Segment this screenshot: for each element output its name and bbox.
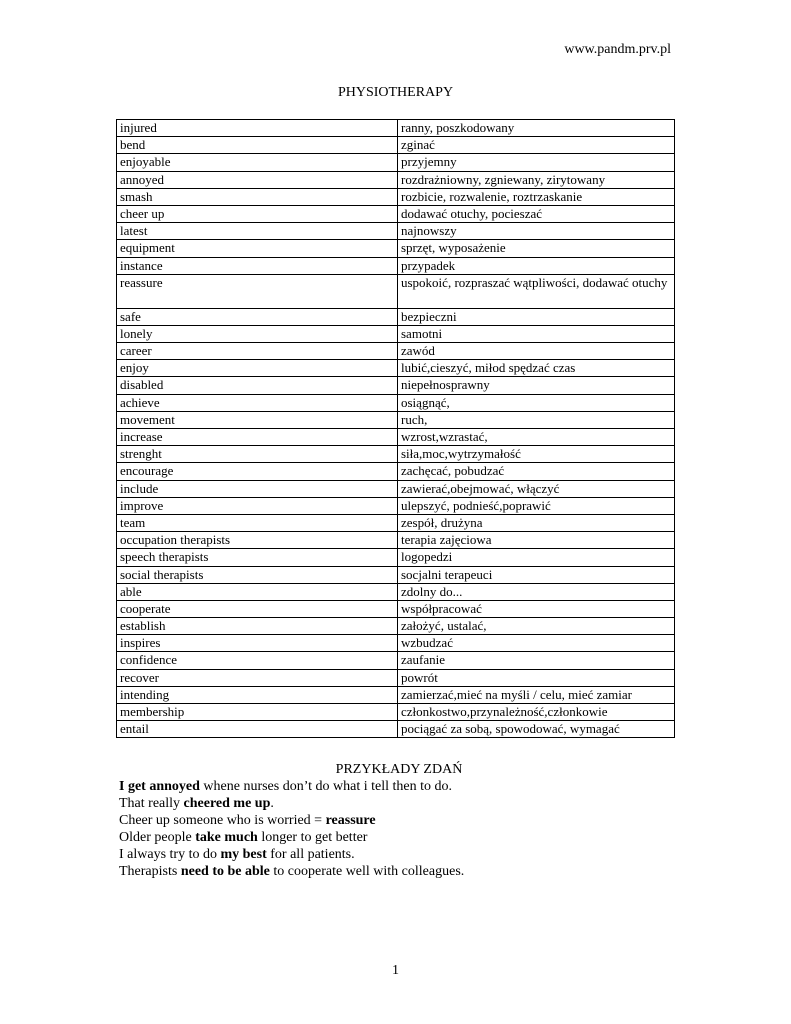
- table-row: [117, 549, 675, 566]
- example-sentence: [119, 863, 679, 880]
- english-term: occupation therapists: [117, 532, 398, 549]
- english-term: enjoyable: [117, 154, 398, 171]
- english-term: disabled: [117, 377, 398, 394]
- vocabulary-table: [116, 119, 675, 738]
- header-url: www.pandm.prv.pl: [564, 42, 671, 57]
- english-term: career: [117, 343, 398, 360]
- english-term: enjoy: [117, 360, 398, 377]
- english-term: cheer up: [117, 205, 398, 222]
- table-row: [117, 618, 675, 635]
- example-sentence: [119, 829, 679, 846]
- polish-translation: zamierzać,mieć na myśli / celu, mieć zamiar: [398, 686, 675, 703]
- example-phrase: my best: [220, 847, 267, 862]
- polish-translation: ruch,: [398, 411, 675, 428]
- examples-title: PRZYKŁADY ZDAŃ: [335, 762, 463, 777]
- english-term: smash: [117, 188, 398, 205]
- table-row: [117, 120, 675, 137]
- english-term: inspires: [117, 635, 398, 652]
- example-sentence: [119, 778, 679, 795]
- polish-translation: członkostwo,przynależność,członkowie: [398, 704, 675, 721]
- english-term: injured: [117, 120, 398, 137]
- polish-translation: niepełnosprawny: [398, 377, 675, 394]
- polish-translation: zginać: [398, 137, 675, 154]
- english-term: movement: [117, 411, 398, 428]
- polish-translation: siła,moc,wytrzymałość: [398, 446, 675, 463]
- polish-translation: założyć, ustalać,: [398, 618, 675, 635]
- example-phrase: need to be able: [180, 864, 270, 879]
- example-text: for all patients.: [266, 847, 355, 862]
- polish-translation: osiągnąć,: [398, 394, 675, 411]
- polish-translation: zaufanie: [398, 652, 675, 669]
- english-term: improve: [117, 497, 398, 514]
- polish-translation: wzrost,wzrastać,: [398, 429, 675, 446]
- english-term: team: [117, 514, 398, 531]
- english-term: speech therapists: [117, 549, 398, 566]
- polish-translation: współpracować: [398, 600, 675, 617]
- table-row: [117, 377, 675, 394]
- page-title: PHYSIOTHERAPY: [337, 85, 454, 100]
- table-row: [117, 429, 675, 446]
- english-term: latest: [117, 223, 398, 240]
- table-row: [117, 205, 675, 222]
- table-row: [117, 308, 675, 325]
- polish-translation: zawód: [398, 343, 675, 360]
- table-row: [117, 394, 675, 411]
- page-number: 1: [392, 963, 399, 978]
- english-term: equipment: [117, 240, 398, 257]
- english-term: annoyed: [117, 171, 398, 188]
- table-row: [117, 223, 675, 240]
- table-row: [117, 600, 675, 617]
- polish-translation: sprzęt, wyposażenie: [398, 240, 675, 257]
- english-term: include: [117, 480, 398, 497]
- english-term: lonely: [117, 325, 398, 342]
- table-row: [117, 669, 675, 686]
- polish-translation: zdolny do...: [398, 583, 675, 600]
- table-row: [117, 171, 675, 188]
- english-term: cooperate: [117, 600, 398, 617]
- polish-translation: pociągać za sobą, spowodować, wymagać: [398, 721, 675, 738]
- english-term: entail: [117, 721, 398, 738]
- english-term: safe: [117, 308, 398, 325]
- polish-translation: dodawać otuchy, pocieszać: [398, 205, 675, 222]
- english-term: confidence: [117, 652, 398, 669]
- table-row: [117, 532, 675, 549]
- vocabulary-table-body: [117, 120, 675, 738]
- table-row: [117, 652, 675, 669]
- polish-translation: bezpieczni: [398, 308, 675, 325]
- examples-list: [119, 778, 679, 880]
- table-row: [117, 188, 675, 205]
- polish-translation: przyjemny: [398, 154, 675, 171]
- example-phrase: reassure: [325, 813, 376, 828]
- table-row: [117, 257, 675, 274]
- example-sentence: [119, 812, 679, 829]
- english-term: intending: [117, 686, 398, 703]
- example-text: longer to get better: [257, 830, 368, 845]
- table-row: [117, 704, 675, 721]
- table-row: [117, 721, 675, 738]
- table-row: [117, 274, 675, 308]
- table-row: [117, 137, 675, 154]
- example-phrase: I get annoyed: [119, 779, 200, 794]
- english-term: encourage: [117, 463, 398, 480]
- english-term: achieve: [117, 394, 398, 411]
- example-text: That really: [119, 796, 184, 811]
- polish-translation: ranny, poszkodowany: [398, 120, 675, 137]
- table-row: [117, 583, 675, 600]
- example-text: to cooperate well with colleagues.: [269, 864, 465, 879]
- table-row: [117, 360, 675, 377]
- table-row: [117, 686, 675, 703]
- polish-translation: samotni: [398, 325, 675, 342]
- example-sentence: [119, 846, 679, 863]
- polish-translation: lubić,cieszyć, miłod spędzać czas: [398, 360, 675, 377]
- example-text: Therapists: [119, 864, 181, 879]
- table-row: [117, 635, 675, 652]
- table-row: [117, 463, 675, 480]
- english-term: bend: [117, 137, 398, 154]
- english-term: increase: [117, 429, 398, 446]
- polish-translation: zespół, drużyna: [398, 514, 675, 531]
- polish-translation: zawierać,obejmować, włączyć: [398, 480, 675, 497]
- english-term: establish: [117, 618, 398, 635]
- polish-translation: przypadek: [398, 257, 675, 274]
- table-row: [117, 446, 675, 463]
- example-text: Cheer up someone who is worried =: [119, 813, 326, 828]
- example-phrase: take much: [195, 830, 258, 845]
- polish-translation: wzbudzać: [398, 635, 675, 652]
- english-term: recover: [117, 669, 398, 686]
- polish-translation: zachęcać, pobudzać: [398, 463, 675, 480]
- polish-translation: logopedzi: [398, 549, 675, 566]
- polish-translation: powrót: [398, 669, 675, 686]
- table-row: [117, 325, 675, 342]
- english-term: reassure: [117, 274, 398, 308]
- polish-translation: rozbicie, rozwalenie, roztrzaskanie: [398, 188, 675, 205]
- polish-translation: socjalni terapeuci: [398, 566, 675, 583]
- example-text: I always try to do: [119, 847, 221, 862]
- table-row: [117, 514, 675, 531]
- table-row: [117, 566, 675, 583]
- polish-translation: rozdrażniowny, zgniewany, zirytowany: [398, 171, 675, 188]
- table-row: [117, 497, 675, 514]
- table-row: [117, 240, 675, 257]
- polish-translation: najnowszy: [398, 223, 675, 240]
- english-term: able: [117, 583, 398, 600]
- polish-translation: terapia zajęciowa: [398, 532, 675, 549]
- english-term: social therapists: [117, 566, 398, 583]
- example-text: .: [270, 796, 274, 811]
- table-row: [117, 411, 675, 428]
- examples-section: [119, 761, 679, 880]
- polish-translation: uspokoić, rozpraszać wątpliwości, dodawać otuchy: [398, 274, 675, 308]
- example-text: whene nurses don’t do what i tell then to do.: [199, 779, 452, 794]
- example-sentence: [119, 795, 679, 812]
- english-term: membership: [117, 704, 398, 721]
- table-row: [117, 343, 675, 360]
- example-text: Older people: [119, 830, 196, 845]
- english-term: strenght: [117, 446, 398, 463]
- english-term: instance: [117, 257, 398, 274]
- example-phrase: cheered me up: [183, 796, 271, 811]
- table-row: [117, 480, 675, 497]
- polish-translation: ulepszyć, podnieść,poprawić: [398, 497, 675, 514]
- table-row: [117, 154, 675, 171]
